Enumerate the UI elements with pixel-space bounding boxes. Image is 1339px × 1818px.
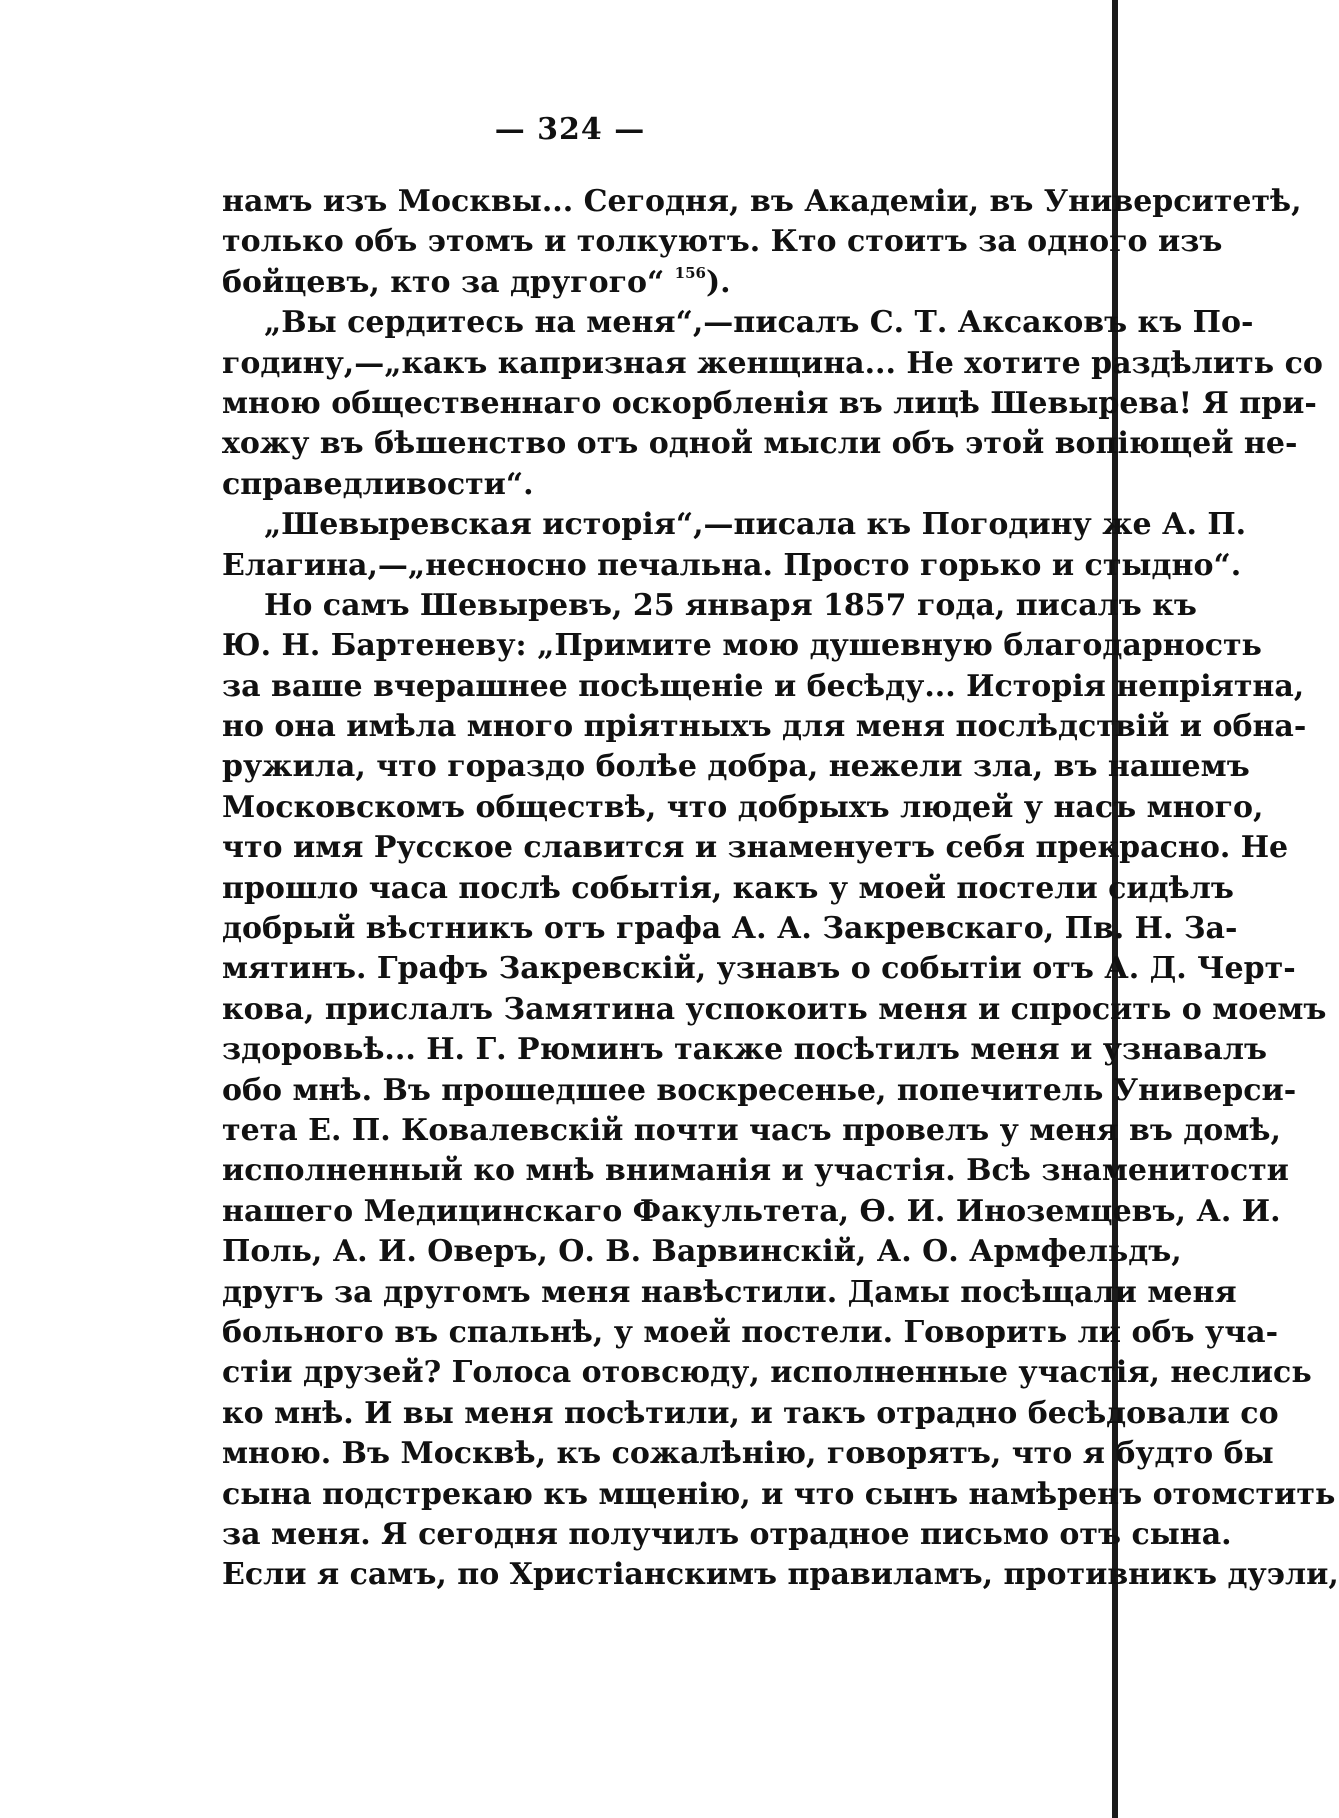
- line-text: намъ изъ Москвы... Сегодня, въ Академіи, въ Университетѣ,: [222, 184, 1302, 219]
- text-line: [222, 424, 1298, 464]
- text-line: [222, 384, 1317, 424]
- line-text: бойцевъ, кто за другого“: [222, 264, 675, 300]
- line-text-tail: ).: [705, 264, 731, 300]
- line-text: хожу въ бѣшенство отъ одной мысли объ этой вопіющей не-: [222, 426, 1298, 462]
- line-text: но она имѣла много пріятныхъ для меня послѣдствій и обна-: [222, 709, 1307, 745]
- text-line: [222, 1071, 1297, 1111]
- line-text: обо мнѣ. Въ прошедшее воскресенье, попечитель Универси-: [222, 1072, 1297, 1108]
- text-line: [222, 707, 1307, 747]
- page-number: — 324 —: [494, 112, 646, 147]
- line-text: ружила, что гораздо болѣе добра, нежели зла, въ нашемъ: [222, 749, 1250, 785]
- text-line: [222, 949, 1296, 989]
- line-text: прошло часа послѣ событія, какъ у моей постели сидѣлъ: [222, 870, 1234, 906]
- line-text: Ю. Н. Бартеневу: „Примите мою душевную благодарность: [222, 628, 1262, 664]
- line-text: „Шевыревская исторія“,—писала къ Погодину же А. П.: [264, 507, 1247, 543]
- text-line: [222, 909, 1238, 949]
- text-line: [222, 182, 1302, 222]
- line-text: „Вы сердитесь на меня“,—писалъ С. Т. Аксаковъ къ По-: [264, 305, 1254, 341]
- text-line: [222, 1111, 1281, 1151]
- line-text: здоровьѣ... Н. Г. Рюминъ также посѣтилъ меня и узнавалъ: [222, 1032, 1267, 1068]
- text-line: [222, 1475, 1336, 1515]
- text-line: [222, 586, 1197, 626]
- line-text: что имя Русское славится и знаменуетъ себя прекрасно. Не: [222, 830, 1289, 866]
- text-line: [222, 1151, 1289, 1191]
- line-text: Если я самъ, по Христіанскимъ правиламъ, противникъ дуэли,: [222, 1557, 1339, 1593]
- text-line: [222, 1515, 1232, 1555]
- line-text: Поль, А. И. Оверъ, О. В. Варвинскій, А. О. Армфельдъ,: [222, 1234, 1182, 1270]
- footnote-reference: 156: [674, 263, 706, 282]
- line-text: исполненный ко мнѣ вниманія и участія. Всѣ знаменитости: [222, 1153, 1289, 1189]
- text-line: [222, 465, 1034, 505]
- text-line: [222, 1353, 1312, 1393]
- line-text: за меня. Я сегодня получилъ отрадное письмо отъ сына.: [222, 1516, 1232, 1552]
- line-text: мною общественнаго оскорбленія въ лицѣ Шевырева! Я при-: [222, 385, 1317, 421]
- text-line: [222, 788, 1264, 828]
- text-line: [222, 303, 1254, 343]
- line-text: мною. Въ Москвѣ, къ сожалѣнію, говорятъ, что я будто бы: [222, 1436, 1274, 1472]
- line-text: мятинъ. Графъ Закревскій, узнавъ о событіи отъ А. Д. Черт-: [222, 951, 1296, 987]
- text-line: [222, 1555, 1339, 1595]
- line-text: Елагина,—„несносно печальна. Просто горько и стыдно“.: [222, 547, 1242, 583]
- text-line: [222, 828, 1289, 868]
- text-line: [222, 1394, 1279, 1434]
- line-text: Но самъ Шевыревъ, 25 января 1857 года, писалъ къ: [264, 587, 1197, 623]
- text-line: [222, 344, 1323, 384]
- text-line: [222, 1313, 1279, 1353]
- line-text: ко мнѣ. И вы меня посѣтили, и такъ отрадно бесѣдовали со: [222, 1395, 1279, 1431]
- line-text: сына подстрекаю къ мщенію, и что сынъ намѣренъ отомстить: [222, 1476, 1336, 1512]
- text-line: [222, 626, 1262, 666]
- text-line: [222, 222, 1223, 262]
- line-text: добрый вѣстникъ отъ графа А. А. Закревскаго, Пв. Н. За-: [222, 911, 1238, 947]
- line-text: кова, прислалъ Замятина успокоить меня и спросить о моемъ: [222, 991, 1327, 1027]
- body-text: [222, 182, 1339, 1596]
- line-text: только объ этомъ и толкуютъ. Кто стоитъ за одного изъ: [222, 224, 1223, 260]
- text-line: [222, 1434, 1274, 1474]
- text-line: [222, 667, 1305, 707]
- text-line: [222, 1232, 1182, 1272]
- text-line: [222, 546, 1242, 586]
- line-text: Московскомъ обществѣ, что добрыхъ людей у насъ много,: [222, 789, 1264, 825]
- text-line: [222, 990, 1327, 1030]
- text-line: [222, 1030, 1267, 1070]
- line-text: нашего Медицинскаго Факультета, Ѳ. И. Иноземцевъ, А. И.: [222, 1193, 1281, 1229]
- line-text: стіи друзей? Голоса отовсюду, исполненные участія, неслись: [222, 1355, 1312, 1391]
- line-text: больного въ спальнѣ, у моей постели. Говорить ли объ уча-: [222, 1314, 1279, 1350]
- line-text: справедливости“.: [222, 466, 534, 502]
- text-line: [222, 1273, 1237, 1313]
- text-line: [222, 505, 1247, 545]
- text-line: [222, 1192, 1281, 1232]
- text-line: [222, 263, 1034, 303]
- line-text: тета Е. П. Ковалевскій почти часъ провелъ у меня въ домѣ,: [222, 1112, 1281, 1148]
- text-line: [222, 869, 1234, 909]
- line-text: за ваше вчерашнее посѣщеніе и бесѣду... Исторія непріятна,: [222, 668, 1305, 704]
- line-text: другъ за другомъ меня навѣстили. Дамы посѣщали меня: [222, 1274, 1237, 1310]
- line-text: годину,—„какъ капризная женщина... Не хотите раздѣлить со: [222, 345, 1323, 381]
- text-line: [222, 747, 1250, 787]
